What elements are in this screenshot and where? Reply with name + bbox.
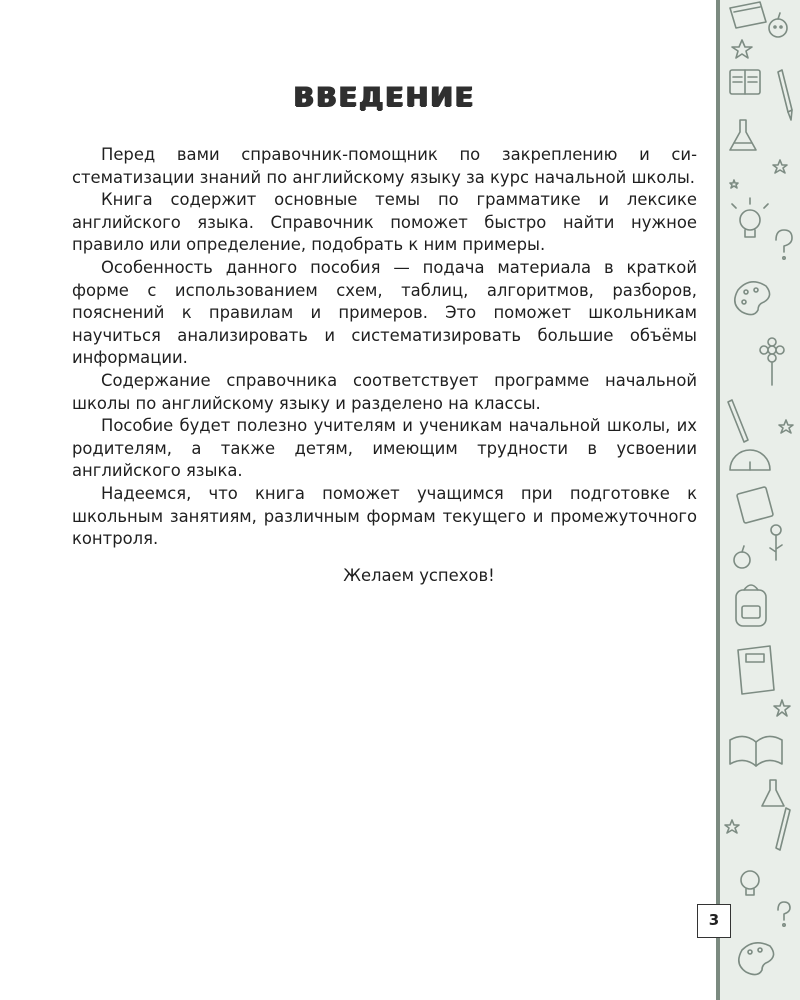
apple-icon: [769, 13, 787, 37]
notebook-icon: [730, 70, 760, 94]
question-mark-icon: [776, 230, 792, 259]
flower-icon: [770, 525, 782, 560]
star-icon: [774, 700, 790, 716]
book-icon: [738, 646, 774, 694]
paragraph: Надеемся, что книга поможет учащимся при подготовке к школьным занятиям, различным формам текущего и промежуточного контроля.: [72, 483, 697, 549]
star-icon: [732, 40, 752, 58]
pencil-icon: [776, 808, 790, 850]
palette-icon: [735, 282, 770, 315]
pencil-icon: [778, 70, 792, 120]
backpack-icon: [736, 585, 766, 626]
book-icon: [730, 2, 766, 28]
page-number: 3: [697, 904, 731, 938]
decorative-side-strip: [716, 0, 800, 1000]
lightbulb-icon: [732, 198, 768, 237]
paragraph: Пособие будет полезно учителям и ученикам начальной школы, их родителям, а также детям, имеющим трудности в усвоении английского языка.: [72, 416, 697, 481]
text-column: [72, 80, 697, 587]
page-title: ВВЕДЕНИЕ: [293, 82, 476, 113]
flower-icon: [760, 338, 784, 385]
protractor-icon: [730, 450, 770, 470]
pencil-icon: [728, 400, 748, 442]
question-mark-icon: [778, 902, 790, 926]
paragraph: Содержание справочника соответствует программе начальной школы по английскому языку и разделено на классы.: [72, 370, 697, 413]
paragraph: Особенность данного пособия — подача материала в краткой форме с использованием схем, таблиц, алгоритмов, разборов, пояснений к правилам и примеров. Это поможет школьникам научиться анализировать и систематизировать большие объёмы информации.: [72, 257, 697, 368]
paragraph: Перед вами справочник-помощник по закреплению и систематизации знаний по английскому языку за курс начальной школы.: [72, 145, 697, 187]
paragraph: Книга содержит основные темы по грамматике и лексике английского языка. Справочник поможет быстро найти нужное правило или определение, подобрать к ним примеры.: [72, 190, 697, 255]
flask-icon: [730, 120, 756, 150]
flask-icon: [762, 780, 784, 806]
star-icon: [725, 160, 793, 833]
book-icon: [730, 736, 782, 766]
notebook-icon: [737, 487, 774, 524]
lightbulb-icon: [741, 871, 759, 895]
closing-line: Желаем успехов!: [343, 565, 495, 585]
palette-icon: [739, 943, 774, 975]
apple-icon: [734, 546, 750, 568]
